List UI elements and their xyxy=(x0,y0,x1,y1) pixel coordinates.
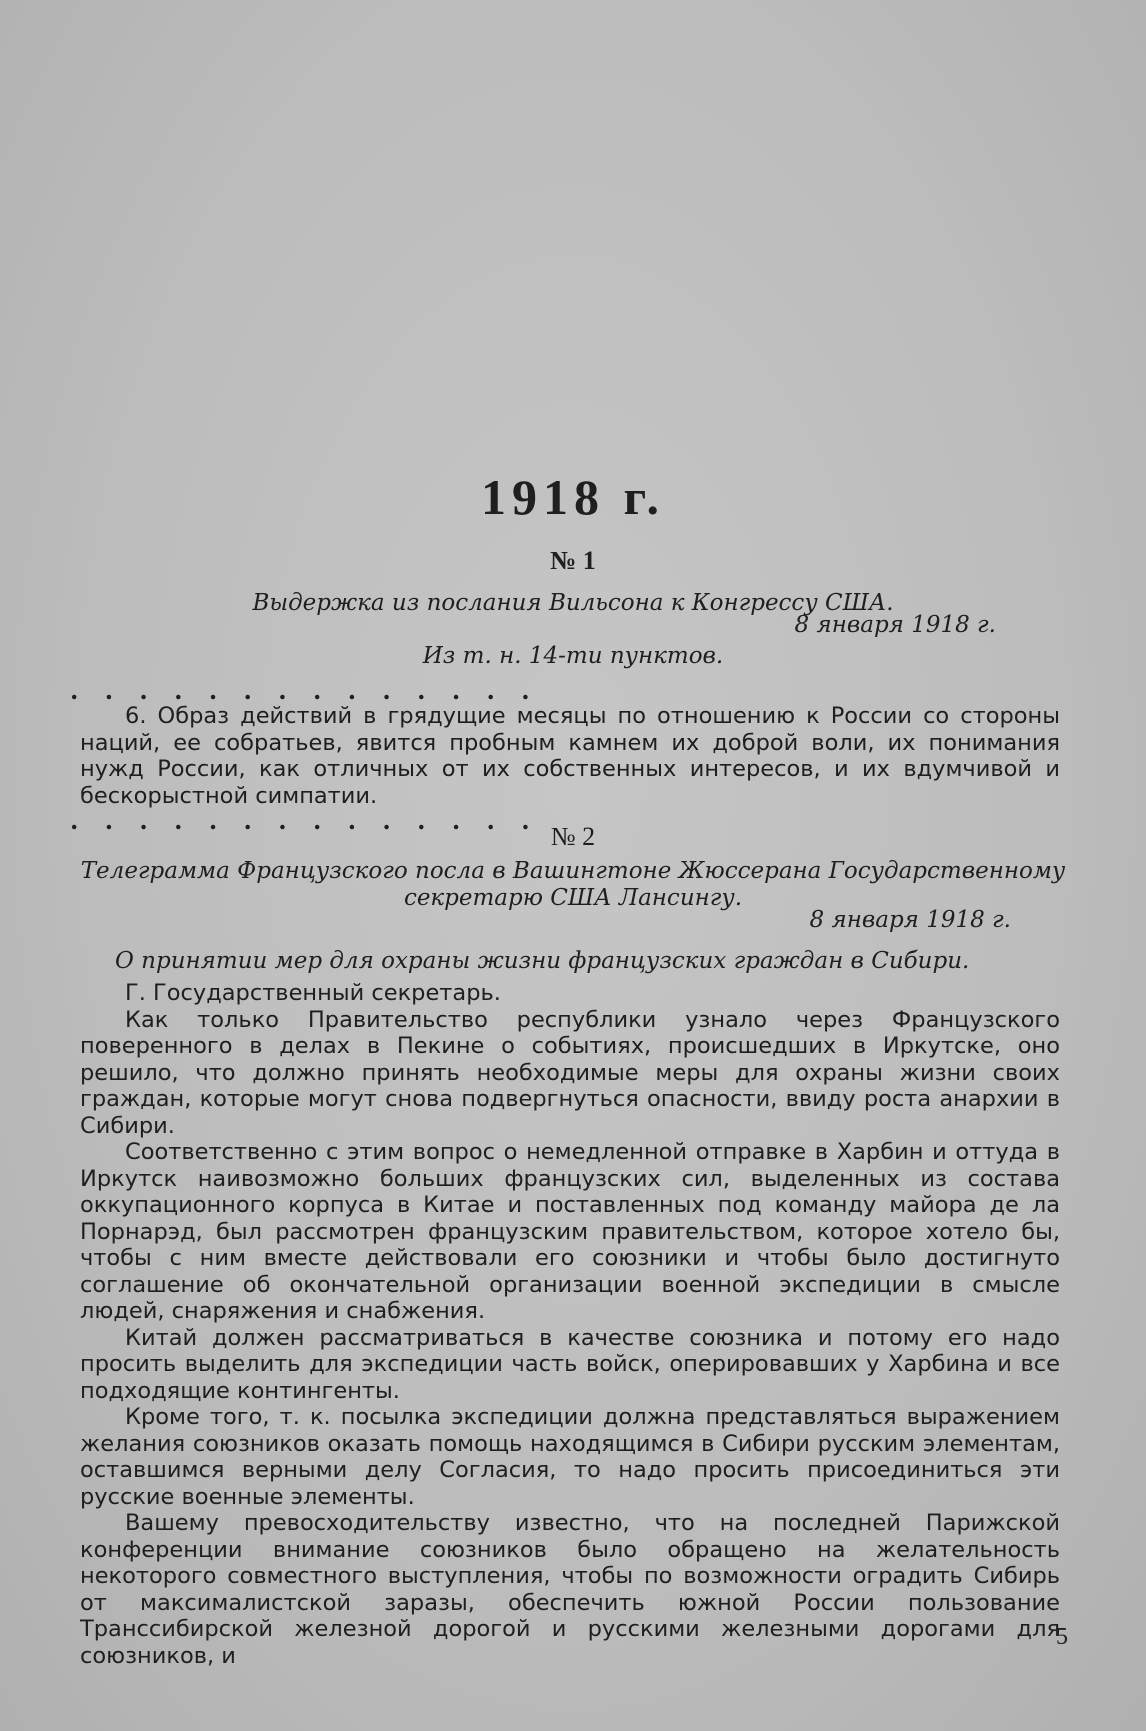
doc2-date: 8 января 1918 г. xyxy=(809,907,1011,933)
doc2-number: № 2 xyxy=(550,822,596,851)
doc1-subtitle: Из т. н. 14-ти пунктов. xyxy=(422,643,724,669)
doc1-text-block xyxy=(80,703,1060,809)
doc2-title: Телеграмма Французского посла в Вашингтоне Жюссерана Государственному секретарю США Лансингу. xyxy=(80,858,1066,911)
doc1-paragraph: 6. Образ действий в грядущие месяцы по отношению к России со стороны наций, ее собратьев, явится пробным камнем их доброй воли, их понимания нужд России, как отличных от их собственных интересов, и их вдумчивой и бескорыстной симпатии. xyxy=(80,703,1060,809)
doc2-paragraph-4: Кроме того, т. к. посылка экспедиции должна представляться выражением желания союзников оказать помощь находящимся в Сибири русским элементам, оставшимся верными делу Согласия, то надо просить присоединиться эти русские военные элементы. xyxy=(80,1404,1060,1510)
doc2-salutation: Г. Государственный секретарь. xyxy=(125,980,501,1006)
page-number: 5 xyxy=(1056,1624,1068,1650)
doc2-paragraph-2: Соответственно с этим вопрос о немедленной отправке в Харбин и оттуда в Иркутск наивозможно больших французских сил, выделенных из состава оккупационного корпуса в Китае и поставленных под команду майора де ла Порнарэд, был рассмотрен французским правительством, которое хотело бы, чтобы с ним вместе действовали его союзники и чтобы было достигнуто соглашение об окончательной организации военной экспедиции в смысле людей, снаряжения и снабжения. xyxy=(80,1139,1060,1324)
doc1-number: № 1 xyxy=(550,546,596,575)
doc2-paragraph-5: Вашему превосходительству известно, что на последней Парижской конференции внимание союзников было обращено на желательность некоторого совместного выступления, чтобы по возможности оградить Сибирь от максималистской заразы, обеспечить южной России пользование Транссибирской железной дорогой и русскими железными дорогами для союзников, и xyxy=(80,1510,1060,1669)
year-heading: 1918 г. xyxy=(480,469,666,525)
doc1-date: 8 января 1918 г. xyxy=(794,612,996,638)
doc1-dots-before: . . . . . . . . . . . . . . xyxy=(70,676,539,705)
doc1-dots-after: . . . . . . . . . . . . . . xyxy=(70,806,539,835)
doc2-paragraph-3: Китай должен рассматриваться в качестве союзника и потому его надо просить выделить для экспедиции часть войск, оперировавших у Харбина и все подходящие контингенты. xyxy=(80,1324,1060,1404)
doc2-text-block xyxy=(80,980,1060,1669)
doc2-subject: О принятии мер для охраны жизни французских граждан в Сибири. xyxy=(115,948,970,974)
doc2-paragraph-1: Как только Правительство республики узнало через Французского поверенного в делах в Пекине о событиях, происшедших в Иркутске, оно решило, что должно принять необходимые меры для охраны жизни своих граждан, которые могут снова подвергнуться опасности, ввиду роста анархии в Сибири. xyxy=(80,1006,1060,1139)
doc1-title: Выдержка из послания Вильсона к Конгрессу США. xyxy=(252,590,894,616)
